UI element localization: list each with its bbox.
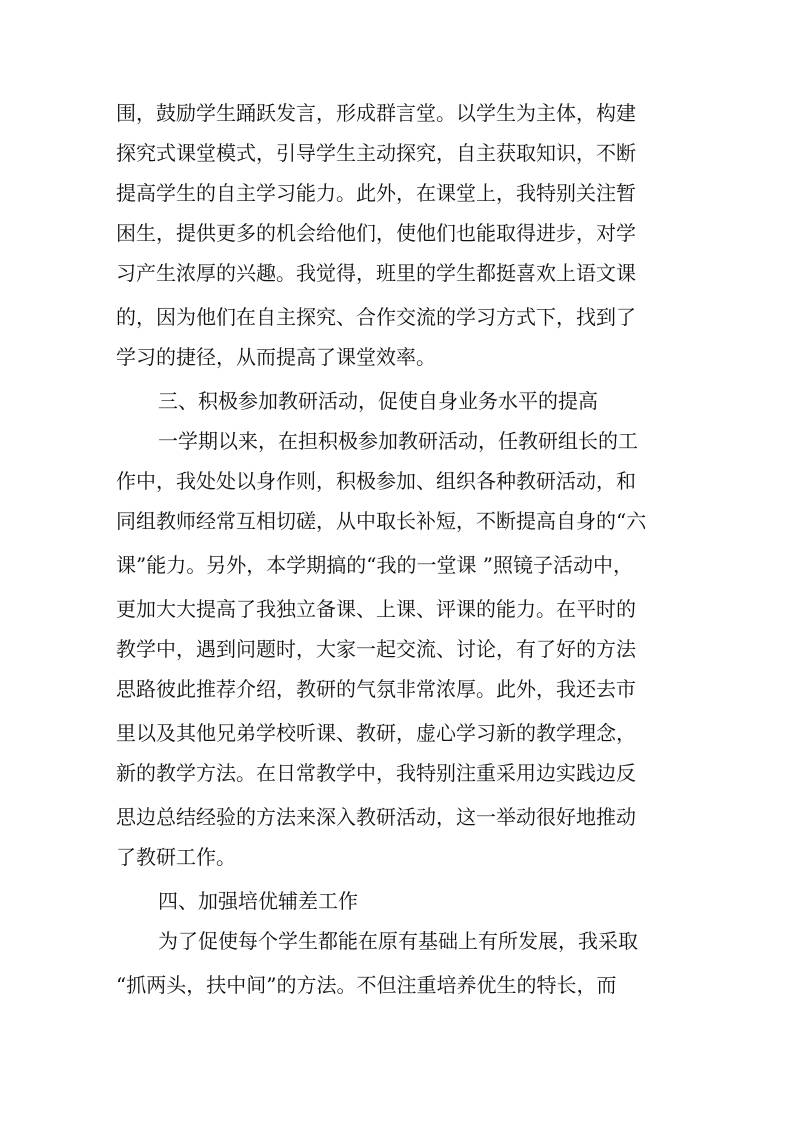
section-heading: 三、积极参加教研活动，促使自身业务水平的提高 [158,389,598,413]
section-heading: 四、加强培优辅差工作 [158,889,358,913]
paragraph-line: “抓两头，扶中间”的方法。不但注重培养优生的特长，而 [116,973,617,997]
paragraph-line: 的，因为他们在自主探究、合作交流的学习方式下，找到了 [116,305,636,329]
paragraph-line: 习产生浓厚的兴趣。我觉得，班里的学生都挺喜欢上语文课 [116,261,636,285]
paragraph-line: 探究式课堂模式，引导学生主动探究，自主获取知识，不断 [116,141,636,165]
paragraph-line: 一学期以来，在担积极参加教研活动，任教研组长的工 [158,429,638,453]
paragraph-line: 思边总结经验的方法来深入教研活动，这一举动很好地推动 [116,805,636,829]
paragraph-line: 了教研工作。 [116,845,236,869]
paragraph-line: 里以及其他兄弟学校听课、教研，虚心学习新的教学理念， [116,721,636,745]
paragraph-line: 新的教学方法。在日常教学中，我特别注重采用边实践边反 [116,761,636,785]
paragraph-line: 学习的捷径，从而提高了课堂效率。 [116,345,436,369]
paragraph-line: 为了促使每个学生都能在原有基础上有所发展，我采取 [158,929,638,953]
paragraph-line: 教学中，遇到问题时，大家一起交流、讨论，有了好的方法 [116,637,636,661]
paragraph-line: 同组教师经常互相切磋，从中取长补短，不断提高自身的“六 [116,509,647,533]
paragraph-line: 作中，我处处以身作则，积极参加、组织各种教研活动，和 [116,469,636,493]
paragraph-line: 困生，提供更多的机会给他们，使他们也能取得进步，对学 [116,221,636,245]
paragraph-line: 提高学生的自主学习能力。此外，在课堂上，我特别关注暂 [116,181,636,205]
paragraph-line: 思路彼此推荐介绍，教研的气氛非常浓厚。此外，我还去市 [116,677,636,701]
paragraph-line: 课”能力。另外，本学期搞的“我的一堂课 ”照镜子活动中， [116,553,634,577]
paragraph-line: 围，鼓励学生踊跃发言，形成群言堂。以学生为主体，构建 [116,101,636,125]
paragraph-line: 更加大大提高了我独立备课、上课、评课的能力。在平时的 [116,597,636,621]
